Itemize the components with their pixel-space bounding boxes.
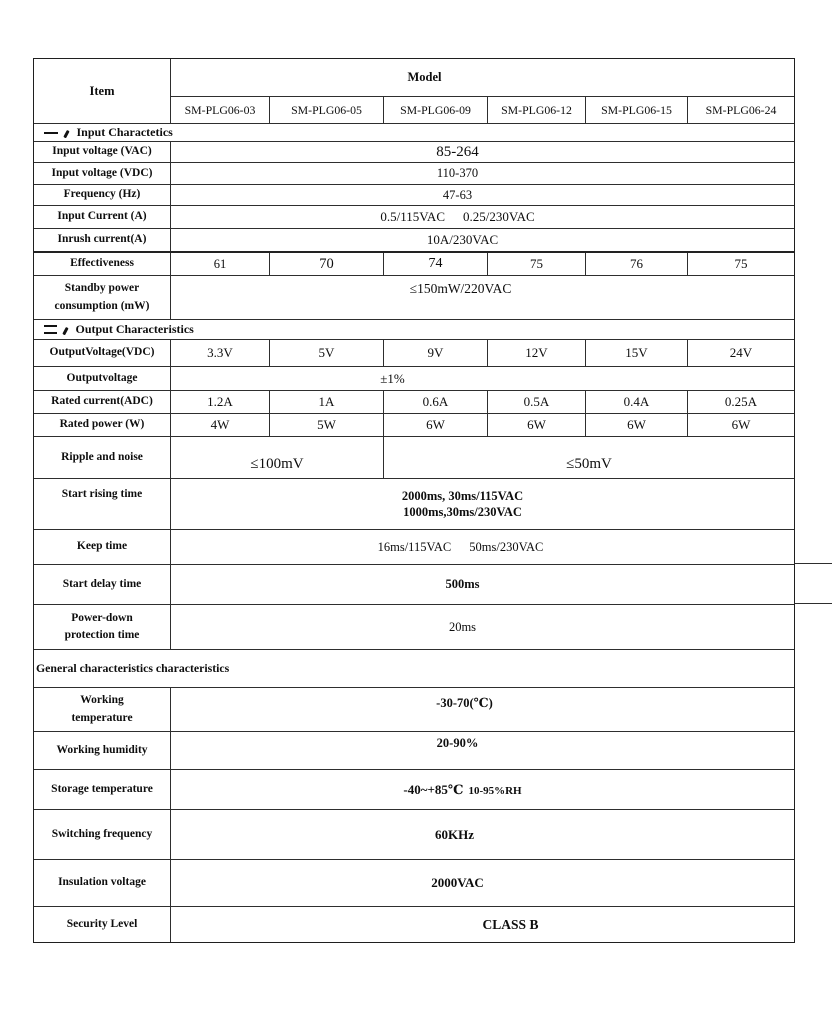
- cell: 5V: [269, 340, 383, 366]
- table-row: [34, 251, 794, 275]
- table-row: [34, 906, 794, 942]
- row-value: 2000VAC: [431, 875, 484, 890]
- row-label: Input voltage (VAC): [34, 142, 171, 162]
- table-row: [34, 390, 794, 413]
- table-row: [34, 564, 794, 604]
- row-label: Input Current (A): [34, 206, 171, 228]
- cell: 0.4A: [585, 391, 687, 413]
- row-label: Outputvoltage: [34, 367, 171, 390]
- row-label: Effectiveness: [34, 253, 171, 275]
- row-cells: [171, 340, 794, 366]
- spec-table: [33, 58, 795, 943]
- model-name: SM-PLG06-09: [383, 97, 487, 123]
- table-row: [34, 859, 794, 906]
- section-output-characteristics: [34, 319, 794, 339]
- row-label: OutputVoltage(VDC): [34, 340, 171, 366]
- header-model-names-row: [171, 97, 794, 123]
- table-edge-artifact: [794, 563, 832, 604]
- cell: 5W: [269, 414, 383, 436]
- row-label: Insulation voltage: [34, 860, 171, 906]
- header-item-cell: [34, 59, 171, 123]
- row-value: ±1%: [380, 370, 405, 386]
- table-row: [34, 413, 794, 436]
- row-label: Start delay time: [34, 565, 171, 604]
- table-row: [34, 205, 794, 228]
- row-label: Storage temperature: [34, 770, 171, 809]
- header-model-block: [171, 59, 794, 123]
- row-cells: [171, 437, 794, 478]
- model-name: SM-PLG06-24: [687, 97, 794, 123]
- cjk-one-icon: [44, 132, 58, 134]
- cell: 15V: [585, 340, 687, 366]
- row-label: Frequency (Hz): [34, 185, 171, 205]
- row-value: 16ms/115VAC 50ms/230VAC: [377, 539, 544, 554]
- table-row: [34, 184, 794, 205]
- table-row: [34, 228, 794, 251]
- cjk-two-icon: [44, 325, 57, 334]
- row-label: Power-down protection time: [34, 605, 171, 649]
- row-value: 2000ms, 30ms/115VAC 1000ms,30ms/230VAC: [401, 488, 524, 519]
- cell: 9V: [383, 340, 487, 366]
- section-title: Input Charactetics: [76, 125, 173, 139]
- cell: 1.2A: [207, 394, 233, 409]
- cjk-comma-icon: [63, 129, 69, 137]
- model-name: SM-PLG06-15: [585, 97, 687, 123]
- row-value: 20ms: [448, 619, 477, 634]
- table-row: [34, 141, 794, 162]
- cell: 1A: [269, 391, 383, 413]
- model-name: SM-PLG06-03: [184, 102, 256, 117]
- cell: 74: [383, 253, 487, 275]
- row-cells: [171, 414, 794, 436]
- table-row: [34, 529, 794, 564]
- row-label: Rated current(ADC): [34, 391, 171, 413]
- row-value: 85-264: [436, 143, 479, 160]
- row-label: Working temperature: [34, 688, 171, 731]
- row-value: -30-70(℃): [436, 696, 493, 710]
- cell: 0.25A: [687, 391, 794, 413]
- row-value: 0.5/115VAC 0.25/230VAC: [380, 209, 535, 224]
- table-row: [34, 275, 794, 319]
- cell: 6W: [487, 414, 585, 436]
- cell: 3.3V: [207, 345, 233, 360]
- table-row: [34, 809, 794, 859]
- row-label: Input voltage (VDC): [34, 163, 171, 184]
- section-input-characteristics: [34, 123, 794, 141]
- ripple-low-cell: ≤100mV: [250, 456, 304, 472]
- row-value: 47-63: [442, 187, 473, 202]
- row-value: 20-90%: [436, 736, 479, 750]
- row-value: 500ms: [445, 577, 480, 591]
- row-value: ≤150mW/220VAC: [409, 281, 512, 296]
- row-label: Start rising time: [34, 479, 171, 529]
- cell: 75: [487, 253, 585, 275]
- table-header: [34, 59, 794, 123]
- model-name: SM-PLG06-12: [487, 97, 585, 123]
- row-label: Inrush current(A): [34, 229, 171, 251]
- row-value: CLASS B: [482, 916, 539, 932]
- table-row: [34, 731, 794, 769]
- table-row: [34, 769, 794, 809]
- table-row: [34, 687, 794, 731]
- cell: 70: [269, 253, 383, 275]
- row-value: 110-370: [436, 166, 479, 180]
- ripple-high-cell: ≤50mV: [383, 437, 794, 478]
- row-label: Keep time: [34, 530, 171, 564]
- model-name: SM-PLG06-05: [269, 97, 383, 123]
- row-value: 60KHz: [435, 826, 474, 842]
- cell: 12V: [487, 340, 585, 366]
- item-label: Item: [89, 83, 115, 98]
- table-row: [34, 339, 794, 366]
- cell: 6W: [585, 414, 687, 436]
- row-label: Standby power consumption (mW): [34, 276, 171, 319]
- cell: 75: [687, 253, 794, 275]
- row-label: Working humidity: [34, 732, 171, 769]
- section-title: Output Characteristics: [75, 322, 194, 336]
- row-label: Switching frequency: [34, 810, 171, 859]
- cell: 4W: [210, 417, 230, 432]
- cell: 61: [213, 256, 227, 271]
- cell: 6W: [383, 414, 487, 436]
- cell: 6W: [687, 414, 794, 436]
- table-row: [34, 478, 794, 529]
- cell: 0.5A: [487, 391, 585, 413]
- row-cells: [171, 391, 794, 413]
- row-cells: [171, 253, 794, 275]
- cell: 24V: [687, 340, 794, 366]
- header-model-cell: [171, 59, 794, 97]
- cell: 76: [585, 253, 687, 275]
- cell: 0.6A: [383, 391, 487, 413]
- model-label: Model: [407, 70, 442, 84]
- row-value: 10A/230VAC: [426, 232, 499, 247]
- row-label: Security Level: [34, 907, 171, 942]
- table-row: [34, 604, 794, 649]
- cjk-comma-icon: [62, 326, 68, 334]
- table-row: [34, 436, 794, 478]
- section-general-characteristics: [34, 649, 794, 687]
- section-title: General characteristics characteristics: [36, 661, 230, 675]
- table-row: [34, 366, 794, 390]
- row-value: -40~+85℃ 10-95%RH: [403, 781, 522, 797]
- row-label: Ripple and noise: [34, 437, 171, 478]
- row-label: Rated power (W): [34, 414, 171, 436]
- table-row: [34, 162, 794, 184]
